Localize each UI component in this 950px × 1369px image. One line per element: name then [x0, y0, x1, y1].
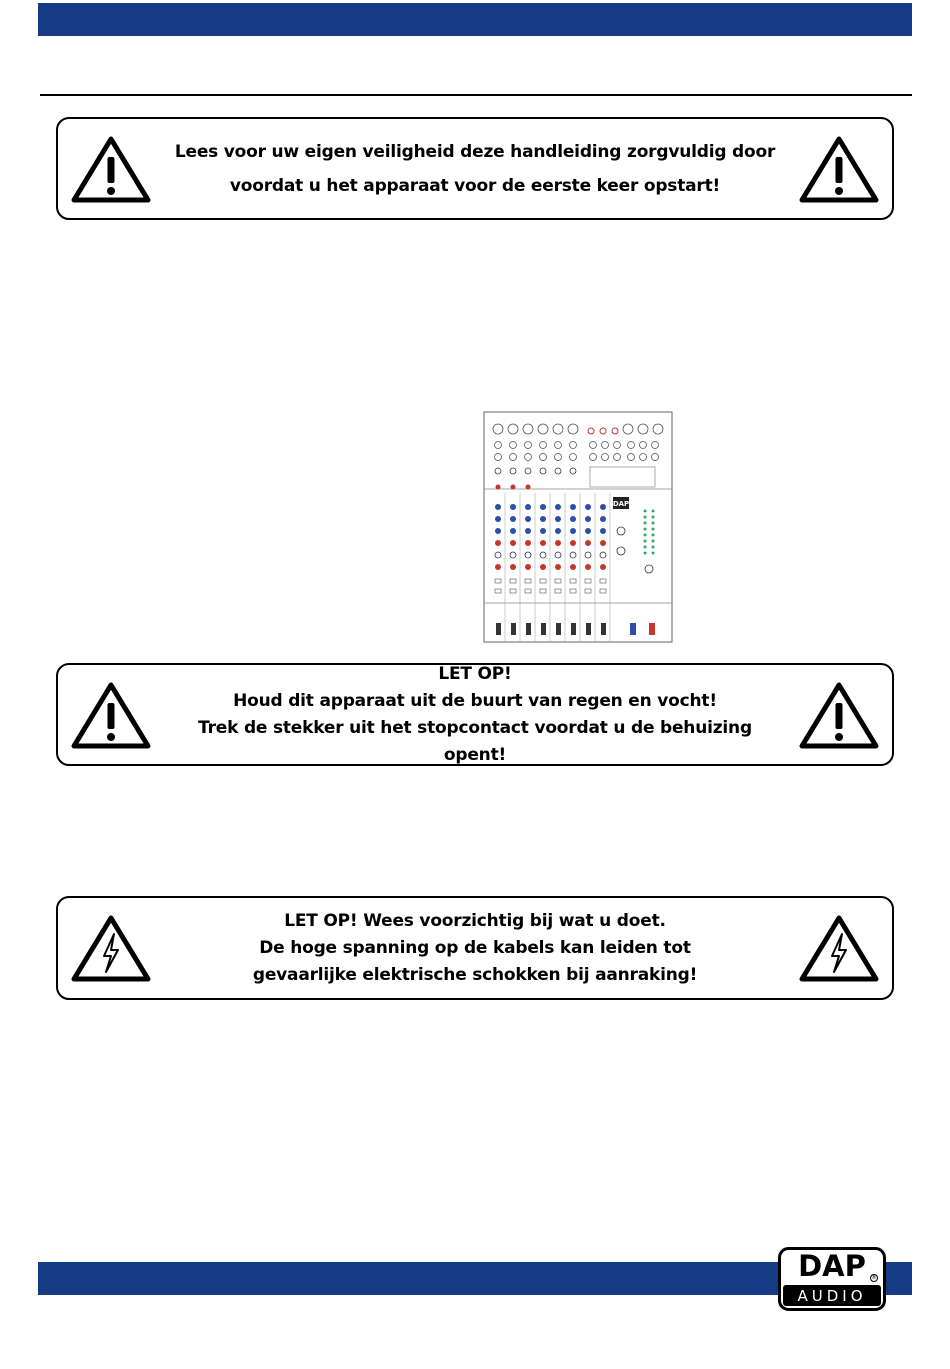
warning-line: voordat u het apparaat voor de eerste keer opstart! — [229, 175, 721, 196]
dap-audio-logo — [778, 1247, 886, 1311]
warning-line: De hoge spanning op de kabels kan leiden tot — [259, 937, 691, 958]
warning-line: gevaarlijke elektrische schokken bij aanraking! — [252, 964, 698, 985]
warning-exclamation-icon — [799, 135, 879, 203]
high-voltage-icon — [71, 914, 151, 982]
warning-text — [168, 119, 782, 218]
logo-audio-text: AUDIO — [797, 1287, 867, 1305]
warning-text — [168, 898, 782, 998]
header-band — [38, 3, 912, 36]
warning-exclamation-icon — [799, 681, 879, 749]
registered-mark: ® — [871, 1274, 877, 1281]
warning-line: LET OP! — [438, 663, 512, 684]
mixer-brand-label: DAP — [612, 500, 630, 508]
warning-box-read-manual — [56, 117, 894, 220]
warning-line: Trek de stekker uit het stopcontact voordat u de behuizing opent! — [198, 717, 752, 765]
warning-exclamation-icon — [71, 135, 151, 203]
logo-dap-text: DAP — [798, 1249, 866, 1283]
warning-exclamation-icon — [71, 681, 151, 749]
warning-line: Lees voor uw eigen veiligheid deze handleiding zorgvuldig door — [174, 141, 776, 162]
mixer-illustration-icon — [483, 411, 673, 643]
warning-line: Houd dit apparaat uit de buurt van regen en vocht! — [233, 690, 717, 711]
warning-line: LET OP! Wees voorzichtig bij wat u doet. — [284, 910, 666, 931]
warning-text — [168, 665, 782, 764]
header-rule — [40, 94, 912, 96]
high-voltage-icon — [799, 914, 879, 982]
warning-box-moisture — [56, 663, 894, 766]
warning-box-high-voltage — [56, 896, 894, 1000]
